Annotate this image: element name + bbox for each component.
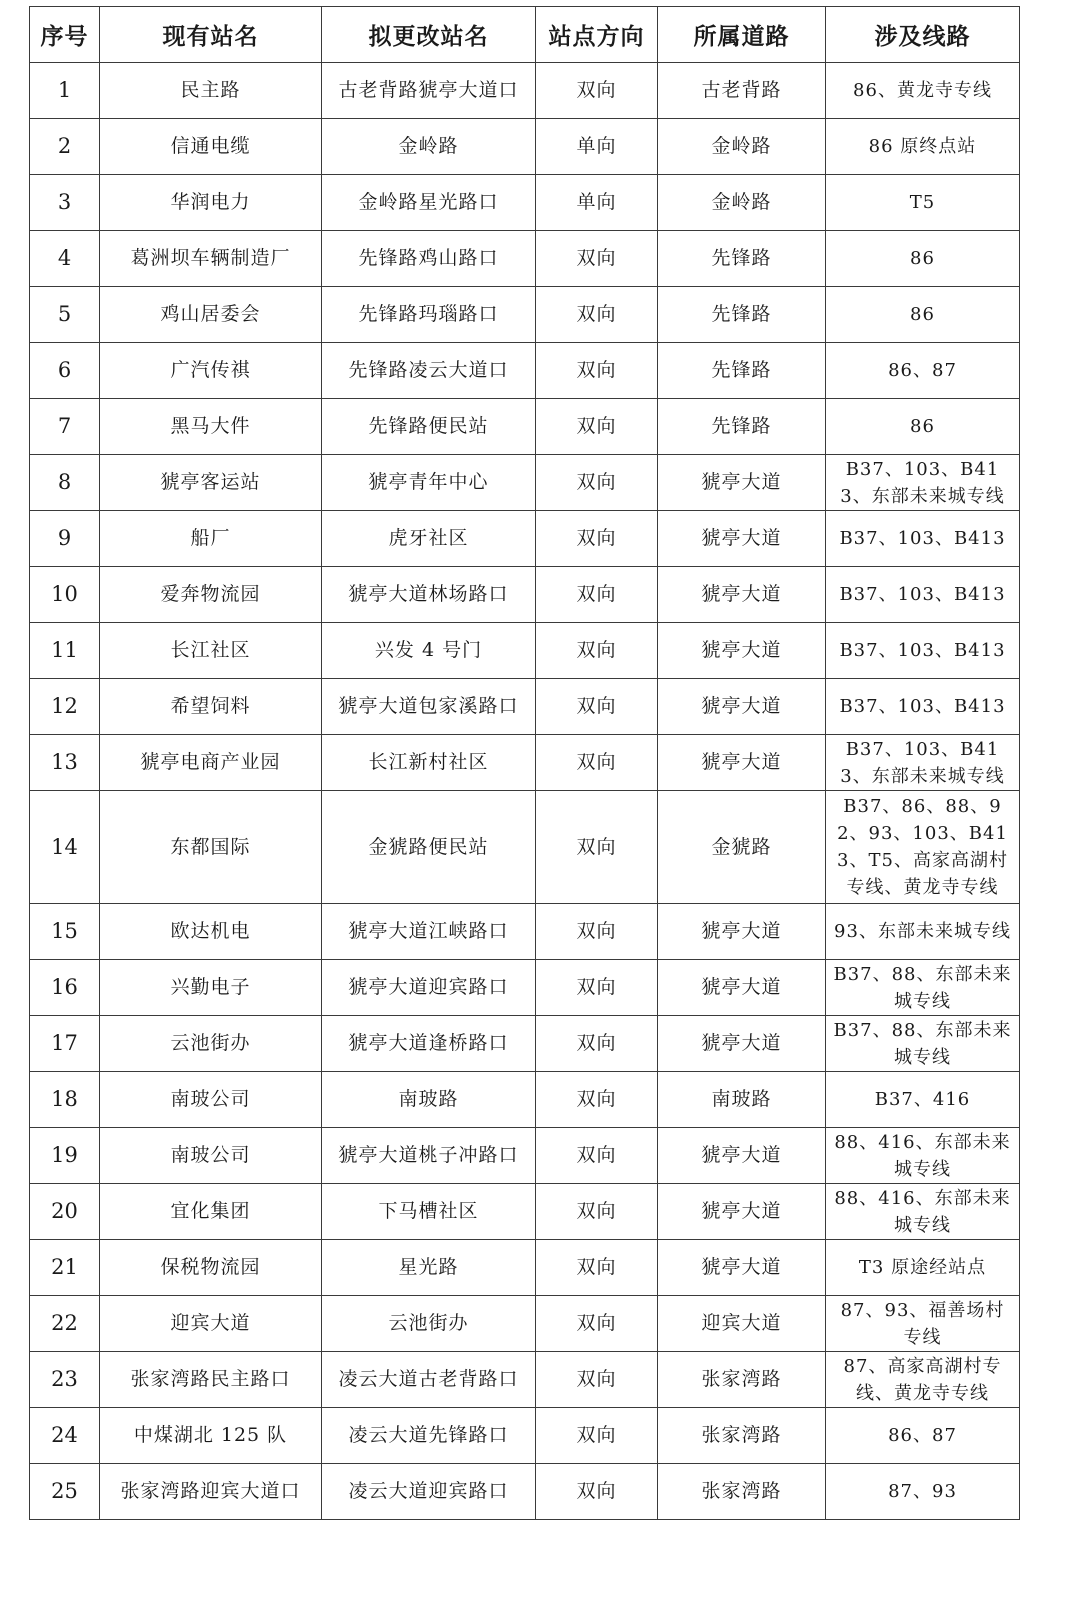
cell-lines: 86 原终点站 [826, 119, 1020, 175]
table-row [30, 567, 1020, 623]
cell-road: 金岭路 [658, 175, 826, 231]
cell-proposed-name: 猇亭大道江峡路口 [322, 904, 536, 960]
cell-direction: 双向 [536, 1016, 658, 1072]
cell-road: 南玻路 [658, 1072, 826, 1128]
cell-proposed-name: 兴发 4 号门 [322, 623, 536, 679]
cell-lines: 86 [826, 287, 1020, 343]
cell-current-name: 宜化集团 [100, 1184, 322, 1240]
cell-proposed-name: 猇亭大道桃子冲路口 [322, 1128, 536, 1184]
cell-proposed-name: 云池街办 [322, 1296, 536, 1352]
cell-proposed-name: 猇亭大道包家溪路口 [322, 679, 536, 735]
table-row [30, 1016, 1020, 1072]
cell-current-name: 迎宾大道 [100, 1296, 322, 1352]
cell-road: 张家湾路 [658, 1408, 826, 1464]
cell-proposed-name: 先锋路便民站 [322, 399, 536, 455]
cell-index: 1 [30, 63, 100, 119]
cell-index: 19 [30, 1128, 100, 1184]
cell-lines: 88、416、东部未来城专线 [826, 1128, 1020, 1184]
cell-lines: 87、93 [826, 1464, 1020, 1520]
cell-current-name: 葛洲坝车辆制造厂 [100, 231, 322, 287]
table-row [30, 63, 1020, 119]
cell-current-name: 船厂 [100, 511, 322, 567]
cell-index: 25 [30, 1464, 100, 1520]
cell-proposed-name: 猇亭大道逢桥路口 [322, 1016, 536, 1072]
table-row [30, 1240, 1020, 1296]
cell-current-name: 欧达机电 [100, 904, 322, 960]
cell-road: 猇亭大道 [658, 904, 826, 960]
cell-road: 猇亭大道 [658, 1128, 826, 1184]
cell-index: 12 [30, 679, 100, 735]
cell-proposed-name: 猇亭青年中心 [322, 455, 536, 511]
cell-lines: B37、88、东部未来城专线 [826, 1016, 1020, 1072]
cell-lines: B37、103、B413、东部未来城专线 [826, 455, 1020, 511]
cell-road: 猇亭大道 [658, 567, 826, 623]
cell-road: 张家湾路 [658, 1464, 826, 1520]
cell-direction: 双向 [536, 1072, 658, 1128]
cell-direction: 双向 [536, 343, 658, 399]
cell-lines: 86 [826, 399, 1020, 455]
cell-proposed-name: 南玻路 [322, 1072, 536, 1128]
cell-road: 猇亭大道 [658, 1240, 826, 1296]
cell-index: 16 [30, 960, 100, 1016]
cell-direction: 双向 [536, 1296, 658, 1352]
cell-current-name: 黑马大件 [100, 399, 322, 455]
cell-road: 猇亭大道 [658, 455, 826, 511]
cell-lines: 87、高家高湖村专线、黄龙寺专线 [826, 1352, 1020, 1408]
cell-index: 15 [30, 904, 100, 960]
cell-index: 20 [30, 1184, 100, 1240]
cell-lines: 87、93、福善场村专线 [826, 1296, 1020, 1352]
cell-direction: 双向 [536, 1464, 658, 1520]
cell-lines: B37、416 [826, 1072, 1020, 1128]
cell-lines: T5 [826, 175, 1020, 231]
cell-current-name: 南玻公司 [100, 1128, 322, 1184]
cell-current-name: 民主路 [100, 63, 322, 119]
cell-proposed-name: 凌云大道迎宾路口 [322, 1464, 536, 1520]
cell-road: 金岭路 [658, 119, 826, 175]
cell-proposed-name: 金猇路便民站 [322, 791, 536, 904]
table-row [30, 1408, 1020, 1464]
cell-index: 6 [30, 343, 100, 399]
cell-index: 2 [30, 119, 100, 175]
table-row [30, 623, 1020, 679]
table-row [30, 791, 1020, 904]
table-row [30, 960, 1020, 1016]
table-row [30, 1072, 1020, 1128]
cell-current-name: 张家湾路民主路口 [100, 1352, 322, 1408]
cell-direction: 双向 [536, 455, 658, 511]
cell-direction: 双向 [536, 1408, 658, 1464]
cell-road: 先锋路 [658, 287, 826, 343]
cell-direction: 双向 [536, 735, 658, 791]
cell-direction: 双向 [536, 1184, 658, 1240]
table-row [30, 1464, 1020, 1520]
cell-current-name: 云池街办 [100, 1016, 322, 1072]
cell-lines: 86、87 [826, 1408, 1020, 1464]
cell-index: 7 [30, 399, 100, 455]
cell-index: 8 [30, 455, 100, 511]
cell-lines: B37、103、B413、东部未来城专线 [826, 735, 1020, 791]
table-row [30, 455, 1020, 511]
cell-proposed-name: 下马槽社区 [322, 1184, 536, 1240]
cell-current-name: 鸡山居委会 [100, 287, 322, 343]
cell-road: 猇亭大道 [658, 1016, 826, 1072]
cell-proposed-name: 金岭路星光路口 [322, 175, 536, 231]
cell-road: 猇亭大道 [658, 679, 826, 735]
cell-proposed-name: 古老背路猇亭大道口 [322, 63, 536, 119]
table-row [30, 175, 1020, 231]
cell-lines: B37、103、B413 [826, 567, 1020, 623]
cell-lines: 93、东部未来城专线 [826, 904, 1020, 960]
cell-proposed-name: 虎牙社区 [322, 511, 536, 567]
cell-proposed-name: 金岭路 [322, 119, 536, 175]
cell-index: 11 [30, 623, 100, 679]
cell-direction: 双向 [536, 960, 658, 1016]
cell-current-name: 长江社区 [100, 623, 322, 679]
cell-current-name: 猇亭客运站 [100, 455, 322, 511]
cell-lines: 86、黄龙寺专线 [826, 63, 1020, 119]
table-row [30, 119, 1020, 175]
cell-road: 先锋路 [658, 231, 826, 287]
cell-road: 古老背路 [658, 63, 826, 119]
cell-proposed-name: 猇亭大道迎宾路口 [322, 960, 536, 1016]
cell-road: 迎宾大道 [658, 1296, 826, 1352]
table-row [30, 1352, 1020, 1408]
header-index: 序号 [30, 7, 100, 63]
cell-proposed-name: 猇亭大道林场路口 [322, 567, 536, 623]
cell-proposed-name: 凌云大道古老背路口 [322, 1352, 536, 1408]
header-lines: 涉及线路 [826, 7, 1020, 63]
cell-current-name: 华润电力 [100, 175, 322, 231]
cell-lines: B37、103、B413 [826, 511, 1020, 567]
cell-current-name: 希望饲料 [100, 679, 322, 735]
cell-road: 金猇路 [658, 791, 826, 904]
cell-current-name: 信通电缆 [100, 119, 322, 175]
cell-road: 猇亭大道 [658, 735, 826, 791]
cell-proposed-name: 凌云大道先锋路口 [322, 1408, 536, 1464]
cell-index: 9 [30, 511, 100, 567]
cell-proposed-name: 先锋路凌云大道口 [322, 343, 536, 399]
cell-road: 张家湾路 [658, 1352, 826, 1408]
cell-road: 猇亭大道 [658, 960, 826, 1016]
cell-direction: 双向 [536, 1352, 658, 1408]
header-road: 所属道路 [658, 7, 826, 63]
cell-lines: 86、87 [826, 343, 1020, 399]
table-row [30, 1184, 1020, 1240]
cell-lines: B37、103、B413 [826, 623, 1020, 679]
cell-direction: 双向 [536, 287, 658, 343]
table-row [30, 1128, 1020, 1184]
table-row [30, 343, 1020, 399]
cell-current-name: 保税物流园 [100, 1240, 322, 1296]
cell-current-name: 南玻公司 [100, 1072, 322, 1128]
cell-direction: 双向 [536, 567, 658, 623]
cell-current-name: 爱奔物流园 [100, 567, 322, 623]
cell-proposed-name: 长江新村社区 [322, 735, 536, 791]
table-row [30, 904, 1020, 960]
header-current-name: 现有站名 [100, 7, 322, 63]
table-row [30, 399, 1020, 455]
cell-current-name: 张家湾路迎宾大道口 [100, 1464, 322, 1520]
cell-proposed-name: 先锋路玛瑙路口 [322, 287, 536, 343]
table-row [30, 1296, 1020, 1352]
cell-direction: 双向 [536, 231, 658, 287]
table-body [30, 63, 1020, 1520]
table-row [30, 231, 1020, 287]
cell-index: 21 [30, 1240, 100, 1296]
cell-current-name: 猇亭电商产业园 [100, 735, 322, 791]
cell-current-name: 东都国际 [100, 791, 322, 904]
cell-lines: B37、86、88、92、93、103、B413、T5、高家高湖村专线、黄龙寺专线 [826, 791, 1020, 904]
cell-direction: 双向 [536, 791, 658, 904]
table-row [30, 287, 1020, 343]
cell-direction: 单向 [536, 119, 658, 175]
cell-current-name: 中煤湖北 125 队 [100, 1408, 322, 1464]
cell-road: 先锋路 [658, 343, 826, 399]
cell-road: 猇亭大道 [658, 1184, 826, 1240]
table-row [30, 735, 1020, 791]
cell-direction: 双向 [536, 623, 658, 679]
table-header-row [30, 7, 1020, 63]
cell-index: 24 [30, 1408, 100, 1464]
cell-index: 17 [30, 1016, 100, 1072]
cell-lines: T3 原途经站点 [826, 1240, 1020, 1296]
cell-index: 18 [30, 1072, 100, 1128]
cell-direction: 双向 [536, 511, 658, 567]
cell-index: 23 [30, 1352, 100, 1408]
header-proposed-name: 拟更改站名 [322, 7, 536, 63]
cell-lines: B37、103、B413 [826, 679, 1020, 735]
cell-index: 22 [30, 1296, 100, 1352]
cell-proposed-name: 星光路 [322, 1240, 536, 1296]
cell-current-name: 广汽传祺 [100, 343, 322, 399]
cell-lines: B37、88、东部未来城专线 [826, 960, 1020, 1016]
cell-lines: 88、416、东部未来城专线 [826, 1184, 1020, 1240]
cell-direction: 单向 [536, 175, 658, 231]
cell-index: 13 [30, 735, 100, 791]
cell-index: 5 [30, 287, 100, 343]
station-rename-sheet [29, 6, 1019, 1520]
cell-direction: 双向 [536, 679, 658, 735]
cell-direction: 双向 [536, 1240, 658, 1296]
cell-lines: 86 [826, 231, 1020, 287]
station-rename-table [29, 6, 1020, 1520]
cell-direction: 双向 [536, 63, 658, 119]
cell-index: 10 [30, 567, 100, 623]
cell-road: 先锋路 [658, 399, 826, 455]
cell-index: 3 [30, 175, 100, 231]
table-row [30, 679, 1020, 735]
cell-direction: 双向 [536, 399, 658, 455]
table-row [30, 511, 1020, 567]
cell-proposed-name: 先锋路鸡山路口 [322, 231, 536, 287]
cell-road: 猇亭大道 [658, 511, 826, 567]
cell-road: 猇亭大道 [658, 623, 826, 679]
cell-direction: 双向 [536, 904, 658, 960]
cell-index: 14 [30, 791, 100, 904]
cell-index: 4 [30, 231, 100, 287]
header-direction: 站点方向 [536, 7, 658, 63]
cell-current-name: 兴勤电子 [100, 960, 322, 1016]
cell-direction: 双向 [536, 1128, 658, 1184]
